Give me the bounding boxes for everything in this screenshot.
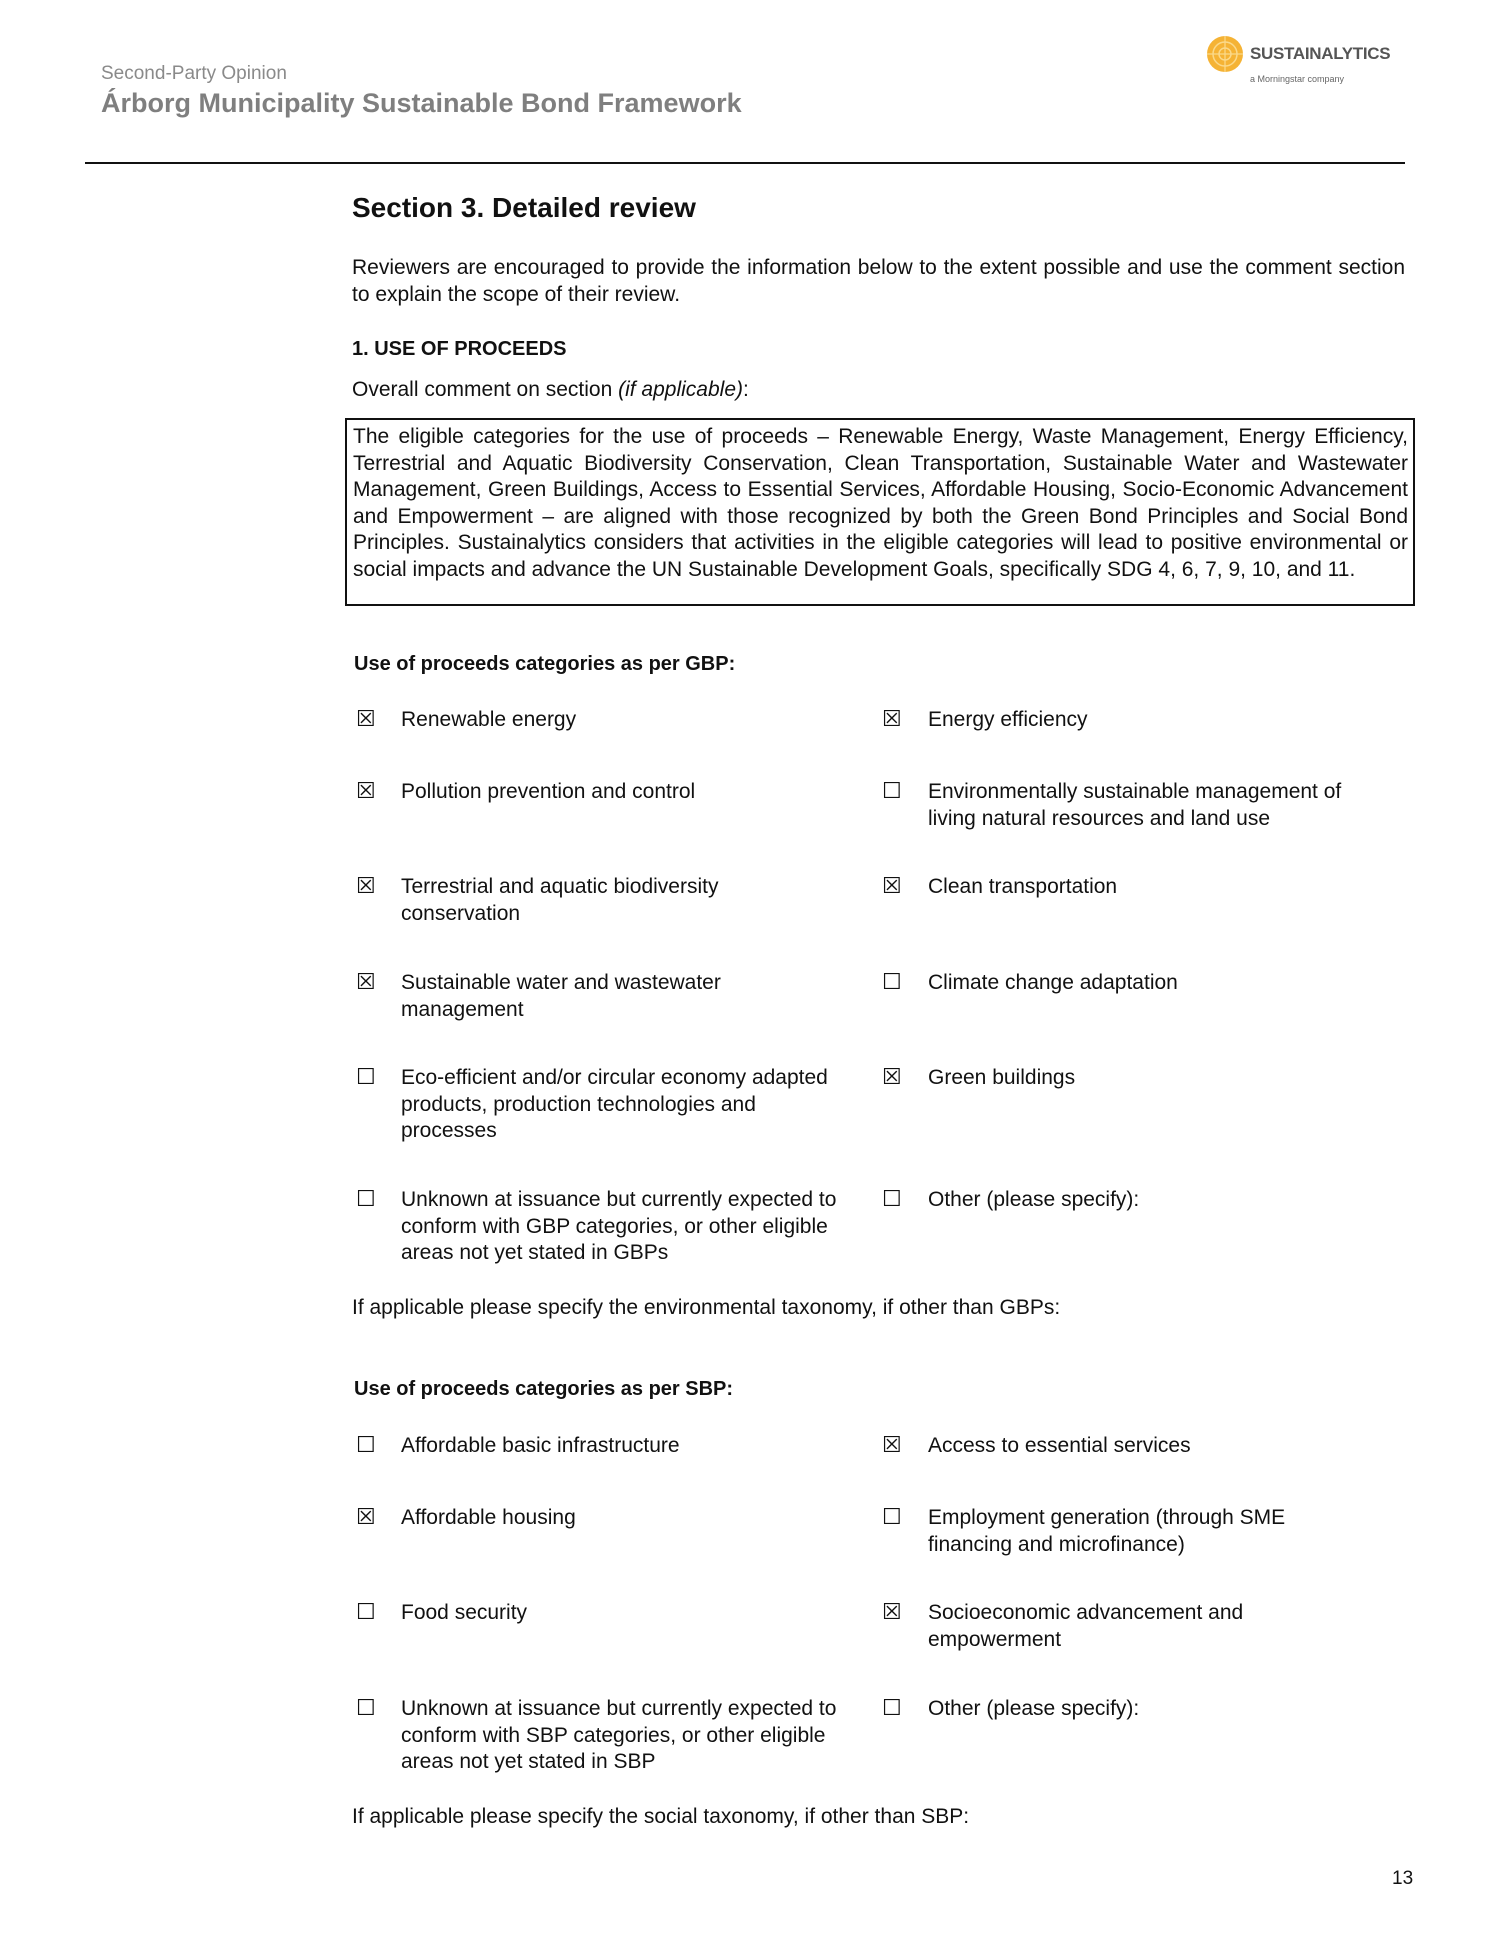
label-end: : — [743, 378, 749, 401]
checklist-item-label: Clean transportation — [928, 875, 1118, 898]
checkbox-checked[interactable]: ☒ — [882, 1433, 902, 1458]
checkbox-checked[interactable]: ☒ — [882, 874, 902, 899]
checkbox-checked[interactable]: ☒ — [882, 1065, 902, 1090]
checklist-item-label: Unknown at issuance but currently expected to conform with GBP categories, or other eligible areas not yet stated in GBPs — [401, 1188, 837, 1264]
checkbox-unchecked[interactable]: ☐ — [882, 970, 902, 995]
checkbox-unchecked[interactable]: ☐ — [882, 1505, 902, 1530]
overall-comment-label — [352, 377, 749, 404]
checkbox-unchecked[interactable]: ☐ — [356, 1065, 376, 1090]
checklist-item-label: Unknown at issuance but currently expected to conform with SBP categories, or other eligible areas not yet stated in SBP — [401, 1697, 837, 1773]
checklist-item-label: Food security — [401, 1601, 528, 1624]
page-number: 13 — [1392, 1868, 1414, 1889]
document-title: Árborg Municipality Sustainable Bond Framework — [101, 88, 742, 118]
checklist-item-label: Affordable housing — [401, 1506, 576, 1529]
checkbox-checked[interactable]: ☒ — [882, 707, 902, 732]
overall-comment-box: The eligible categories for the use of proceeds – Renewable Energy, Waste Management, Energy Efficiency, Terrestrial and Aquatic Biodiversity Conservation, Clean Transportation, Sustainable Water and Wastewater Management, Green Buildings, Access to Essential Services, Affordable Housing, Socio-Economic Advancement and Empowerment – are aligned with those recognized by both the Green Bond Principles and Social Bond Principles. Sustainalytics considers that activities in the eligible categories will lead to positive environmental or social impacts and advance the UN Sustainable Development Goals, specifically SDG 4, 6, 7, 9, 10, and 11. — [345, 418, 1415, 606]
checklist-item-label: Pollution prevention and control — [401, 780, 696, 803]
checkbox-checked[interactable]: ☒ — [356, 779, 376, 804]
sbp-taxonomy-note: If applicable please specify the social taxonomy, if other than SBP: — [352, 1805, 970, 1828]
logo-name: SUSTAINALYTICS — [1250, 44, 1391, 63]
logo-tagline: a Morningstar company — [1250, 74, 1345, 84]
checklist-item-label: Climate change adaptation — [928, 971, 1178, 994]
checkbox-unchecked[interactable]: ☐ — [356, 1187, 376, 1212]
checklist-item-label: Affordable basic infrastructure — [401, 1434, 680, 1457]
sustainalytics-logo-icon — [1205, 34, 1245, 74]
document-subtitle: Second-Party Opinion — [101, 63, 287, 84]
label-text: Overall comment on section — [352, 378, 619, 401]
checklist-item-label: Socioeconomic advancement and empowerment — [928, 1601, 1244, 1651]
gbp-heading: Use of proceeds categories as per GBP: — [354, 653, 736, 675]
checklist-item-label: Employment generation (through SME financing and microfinance) — [928, 1506, 1286, 1556]
checklist-item-label: Terrestrial and aquatic biodiversity conservation — [401, 875, 719, 925]
section-title: Section 3. Detailed review — [352, 192, 696, 223]
sbp-heading: Use of proceeds categories as per SBP: — [354, 1378, 734, 1400]
checkbox-checked[interactable]: ☒ — [882, 1600, 902, 1625]
header-divider — [85, 162, 1405, 164]
checklist-item-label: Green buildings — [928, 1066, 1076, 1089]
checklist-item-label: Access to essential services — [928, 1434, 1191, 1457]
checkbox-unchecked[interactable]: ☐ — [356, 1433, 376, 1458]
label-italic: (if applicable) — [618, 378, 744, 401]
intro-paragraph: Reviewers are encouraged to provide the information below to the extent possible and use the comment section to explain the scope of their review. — [352, 256, 1405, 306]
checkbox-checked[interactable]: ☒ — [356, 707, 376, 732]
checklist-item-label: Sustainable water and wastewater management — [401, 971, 721, 1021]
gbp-taxonomy-note: If applicable please specify the environmental taxonomy, if other than GBPs: — [352, 1296, 1061, 1319]
checkbox-unchecked[interactable]: ☐ — [356, 1696, 376, 1721]
checklist-item-label: Renewable energy — [401, 708, 577, 731]
checklist-item-label: Environmentally sustainable management of living natural resources and land use — [928, 780, 1342, 830]
checkbox-unchecked[interactable]: ☐ — [882, 779, 902, 804]
checkbox-checked[interactable]: ☒ — [356, 970, 376, 995]
checklist-item-label: Eco-efficient and/or circular economy adapted products, production technologies and processes — [401, 1066, 828, 1142]
checkbox-checked[interactable]: ☒ — [356, 874, 376, 899]
subsection-title: 1. USE OF PROCEEDS — [352, 338, 567, 360]
checkbox-unchecked[interactable]: ☐ — [882, 1187, 902, 1212]
checkbox-unchecked[interactable]: ☐ — [882, 1696, 902, 1721]
checklist-item-label: Other (please specify): — [928, 1188, 1140, 1211]
checkbox-unchecked[interactable]: ☐ — [356, 1600, 376, 1625]
checklist-item-label: Energy efficiency — [928, 708, 1088, 731]
checklist-item-label: Other (please specify): — [928, 1697, 1140, 1720]
checkbox-checked[interactable]: ☒ — [356, 1505, 376, 1530]
